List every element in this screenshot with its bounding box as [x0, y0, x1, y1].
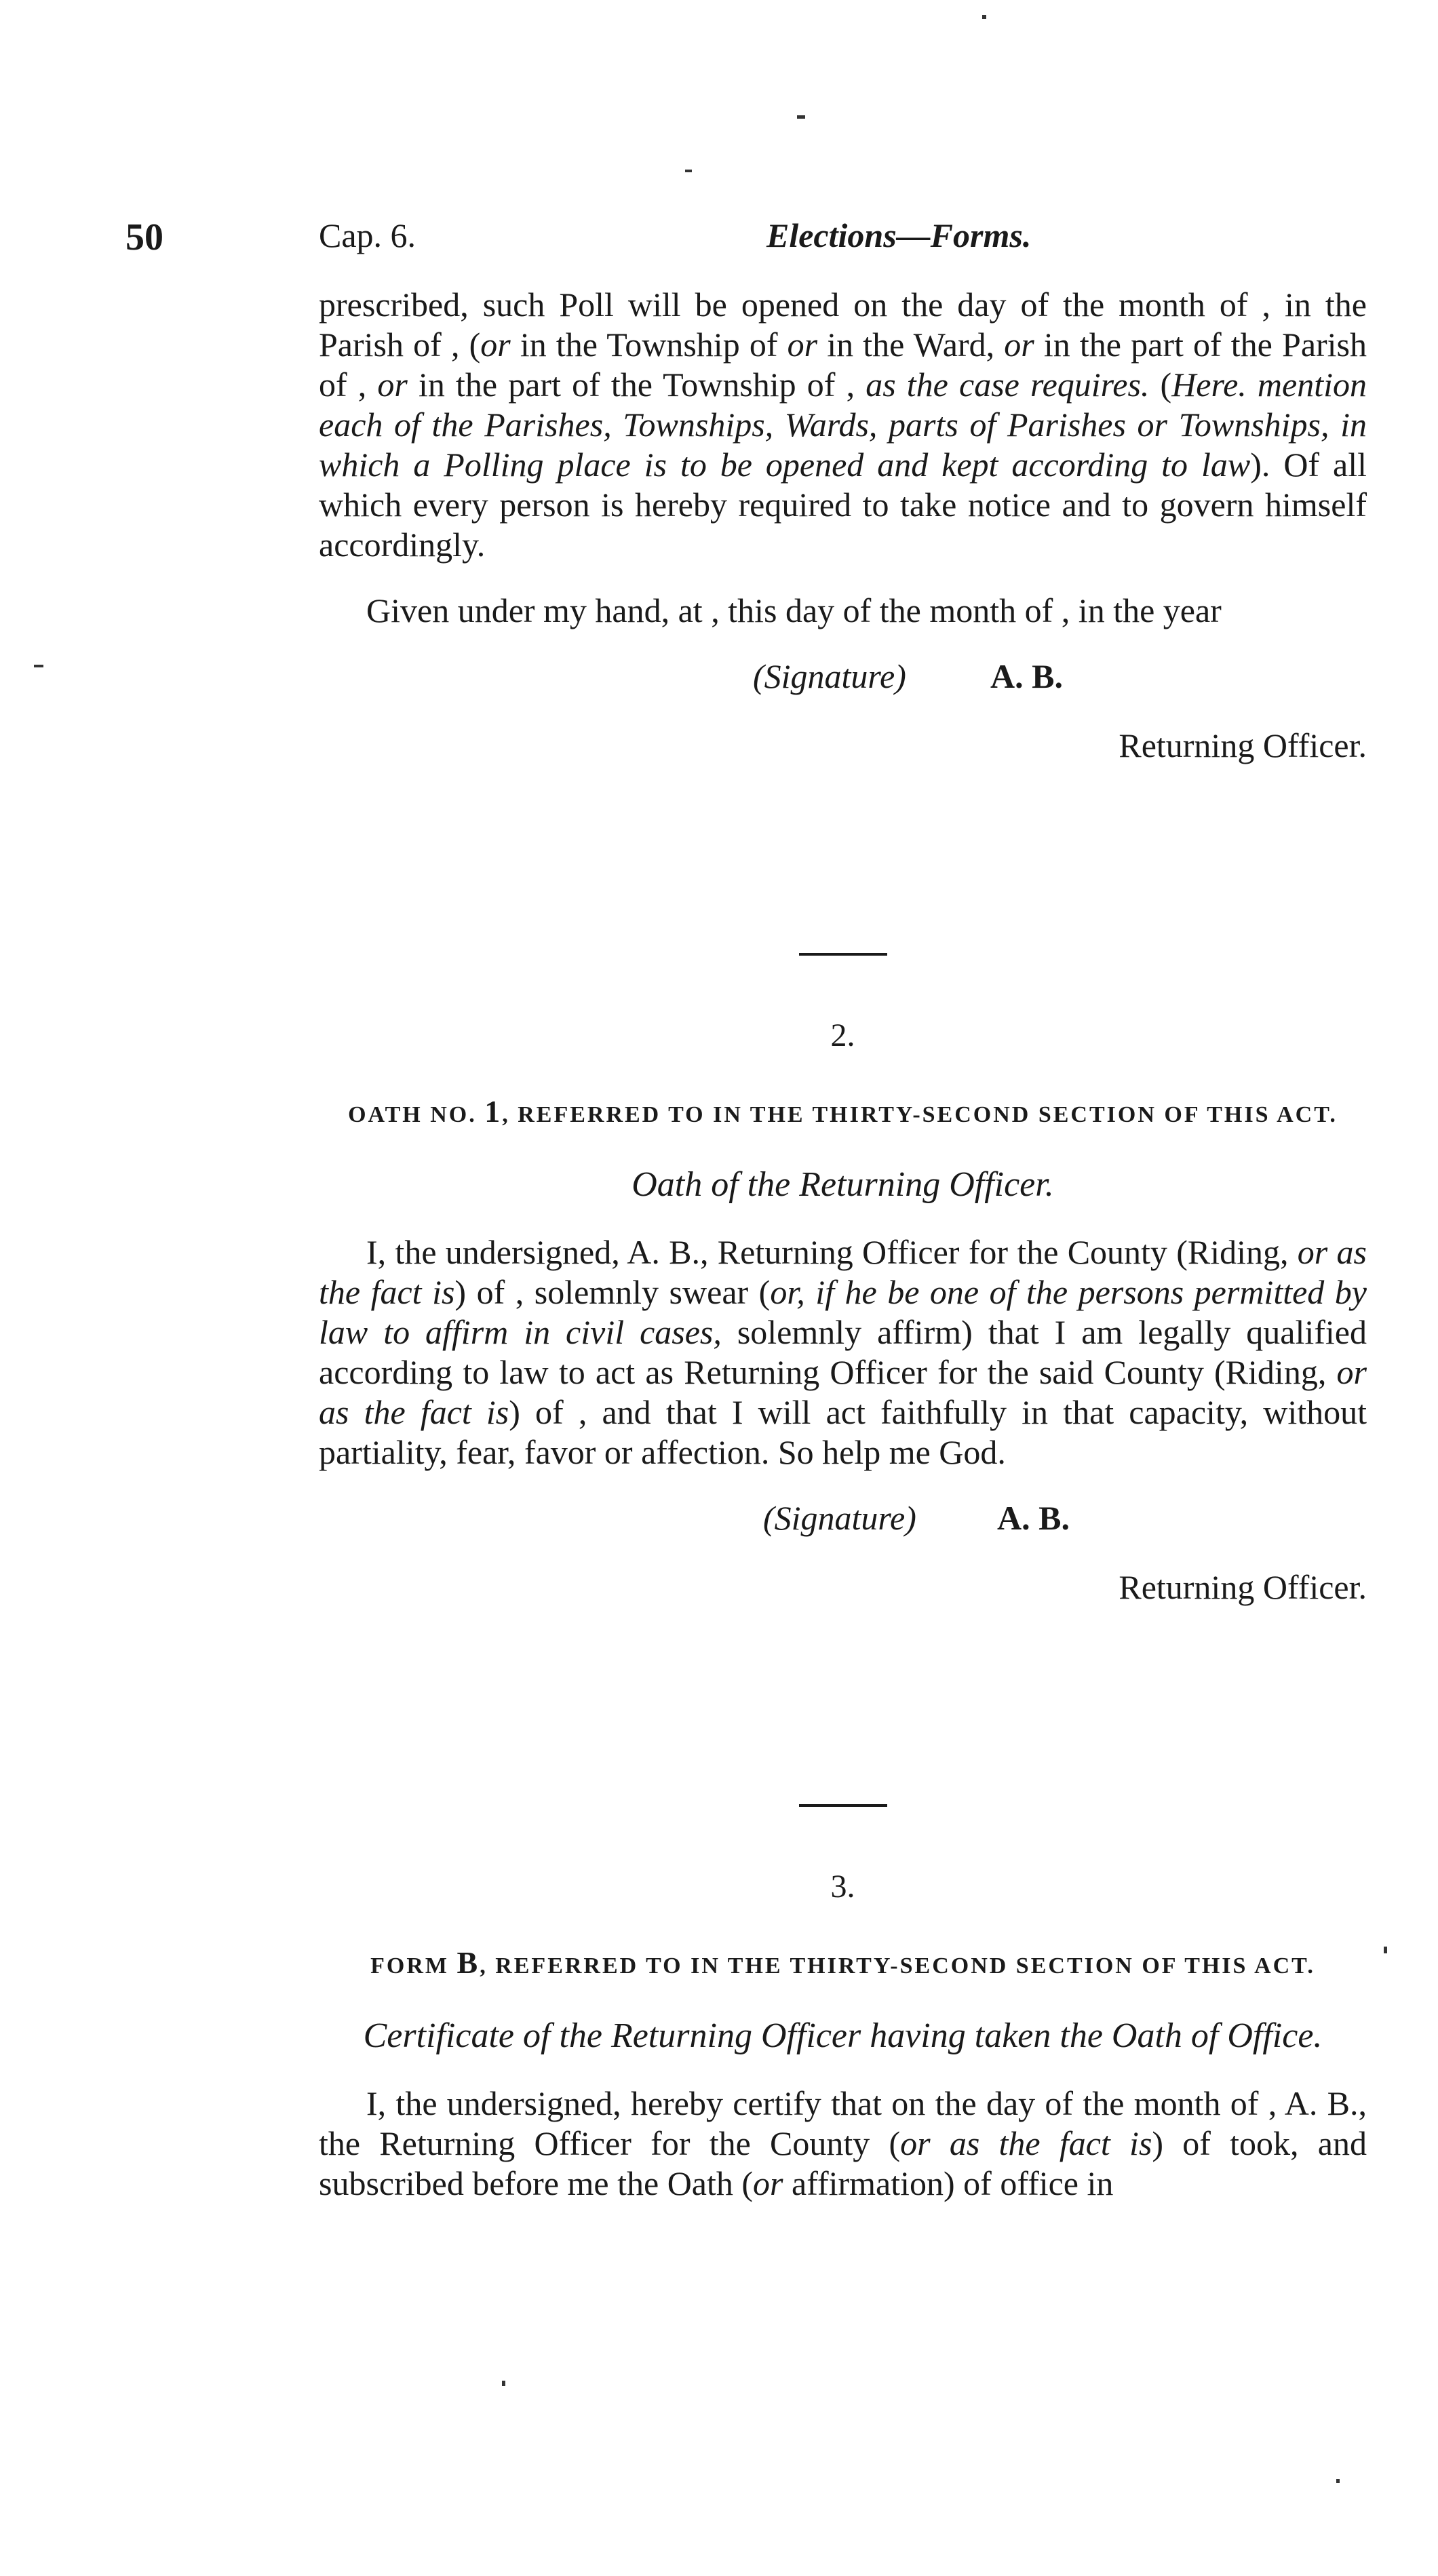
- section-number: 3.: [830, 1869, 855, 1905]
- section-subtitle: Certificate of the Returning Officer having taken the Oath of Office.: [363, 2016, 1323, 2055]
- section-3: [319, 1804, 1367, 2204]
- section-divider: [799, 1804, 887, 1807]
- officer-title: Returning Officer.: [1119, 726, 1367, 764]
- signature-line: [319, 657, 1367, 697]
- italic-text-run: or: [1004, 326, 1034, 364]
- text-run: prescribed, such Poll will be opened on the: [319, 286, 958, 324]
- text-run: ) of , and that I will act faithfully in that capacity, without partiality, fear, favor or affection. So help me God.: [319, 1393, 1367, 1471]
- text-run: ) of took, and subscribed before me the Oath (: [319, 2124, 1367, 2202]
- text-run: ). Of all which every person is hereby required to take notice and to govern himself accordingly.: [319, 446, 1367, 564]
- print-speck: [502, 2381, 505, 2386]
- text-run: ,: [357, 366, 378, 404]
- print-speck: [1336, 2479, 1340, 2483]
- italic-text-run: or as the fact is: [319, 1353, 1367, 1431]
- text-run: in the part of the Parish of: [319, 326, 1367, 404]
- text-run: in the: [817, 326, 914, 364]
- officer-title: Returning Officer.: [1119, 1568, 1367, 1606]
- text-run: , in the Parish of: [319, 286, 1367, 364]
- text-run: Ward,: [913, 326, 1005, 364]
- running-header: [125, 216, 1367, 270]
- section-2: [319, 953, 1367, 1607]
- italic-text-run: Here. mention each of the Parishes, Townships, Wards, parts of Parishes or Townships, in which a Polling place is to be opened and kept according to law: [319, 366, 1367, 484]
- italic-text-run: or as the fact is: [900, 2124, 1152, 2162]
- signature-label: (Signature): [763, 1499, 916, 1537]
- text-run: in the part of the Township of: [407, 366, 847, 404]
- certificate-paragraph: [319, 2084, 1367, 2204]
- text-run: in the Township of: [510, 326, 788, 364]
- given-under-hand: Given under my hand, at , this day of the month of , in the year: [366, 591, 1222, 629]
- text-run: affirmation) of office in: [783, 2164, 1114, 2202]
- italic-text-run: or: [753, 2164, 783, 2202]
- italic-text-run: or: [377, 366, 408, 404]
- italic-text-run: as the case requires.: [866, 366, 1150, 404]
- text-run: I, the undersigned, hereby certify that on the day of the month of , A. B., the Returning Officer for the County (: [319, 2084, 1367, 2162]
- section-divider: [799, 953, 887, 956]
- proclamation-paragraph: [319, 285, 1367, 565]
- signature-label: (Signature): [753, 657, 906, 695]
- print-speck: [685, 170, 692, 172]
- text-run: ,: [846, 366, 866, 404]
- chapter-label: Cap. 6.: [319, 216, 416, 254]
- text-run: (: [1149, 366, 1172, 404]
- running-title: Elections—Forms.: [766, 216, 1032, 254]
- signature-name: A. B.: [997, 1499, 1070, 1537]
- section-heading: OATH NO. 1, REFERRED TO IN THE THIRTY-SECOND SECTION OF THIS ACT.: [348, 1094, 1338, 1129]
- section-1: [319, 285, 1367, 765]
- print-speck: [982, 15, 986, 19]
- print-speck: [797, 115, 805, 119]
- italic-text-run: or: [480, 326, 511, 364]
- section-subtitle: Oath of the Returning Officer.: [631, 1165, 1054, 1204]
- section-heading: FORM B, REFERRED TO IN THE THIRTY-SECOND SECTION OF THIS ACT.: [370, 1945, 1315, 1980]
- section-number: 2.: [830, 1017, 855, 1053]
- text-run: I, the undersigned, A. B., Returning Officer for the County (Riding,: [366, 1233, 1298, 1271]
- oath-paragraph: [319, 1232, 1367, 1472]
- print-speck: [1384, 1947, 1387, 1953]
- text-run: day of the month of: [957, 286, 1262, 324]
- page-number: 50: [125, 216, 163, 258]
- text-run: solemnly affirm) that I am legally qualified according to law to act as Returning Officer for the said County (Riding,: [319, 1313, 1367, 1391]
- print-speck: [34, 665, 43, 667]
- text-run: , (: [450, 326, 481, 364]
- italic-text-run: or as the fact is: [319, 1233, 1367, 1311]
- signature-name: A. B.: [990, 657, 1063, 695]
- signature-line: [319, 1498, 1367, 1539]
- text-run: ) of , solemnly swear (: [454, 1273, 771, 1311]
- italic-text-run: or, if he be one of the persons permitted by law to affirm in civil cases,: [319, 1273, 1367, 1351]
- italic-text-run: or: [787, 326, 818, 364]
